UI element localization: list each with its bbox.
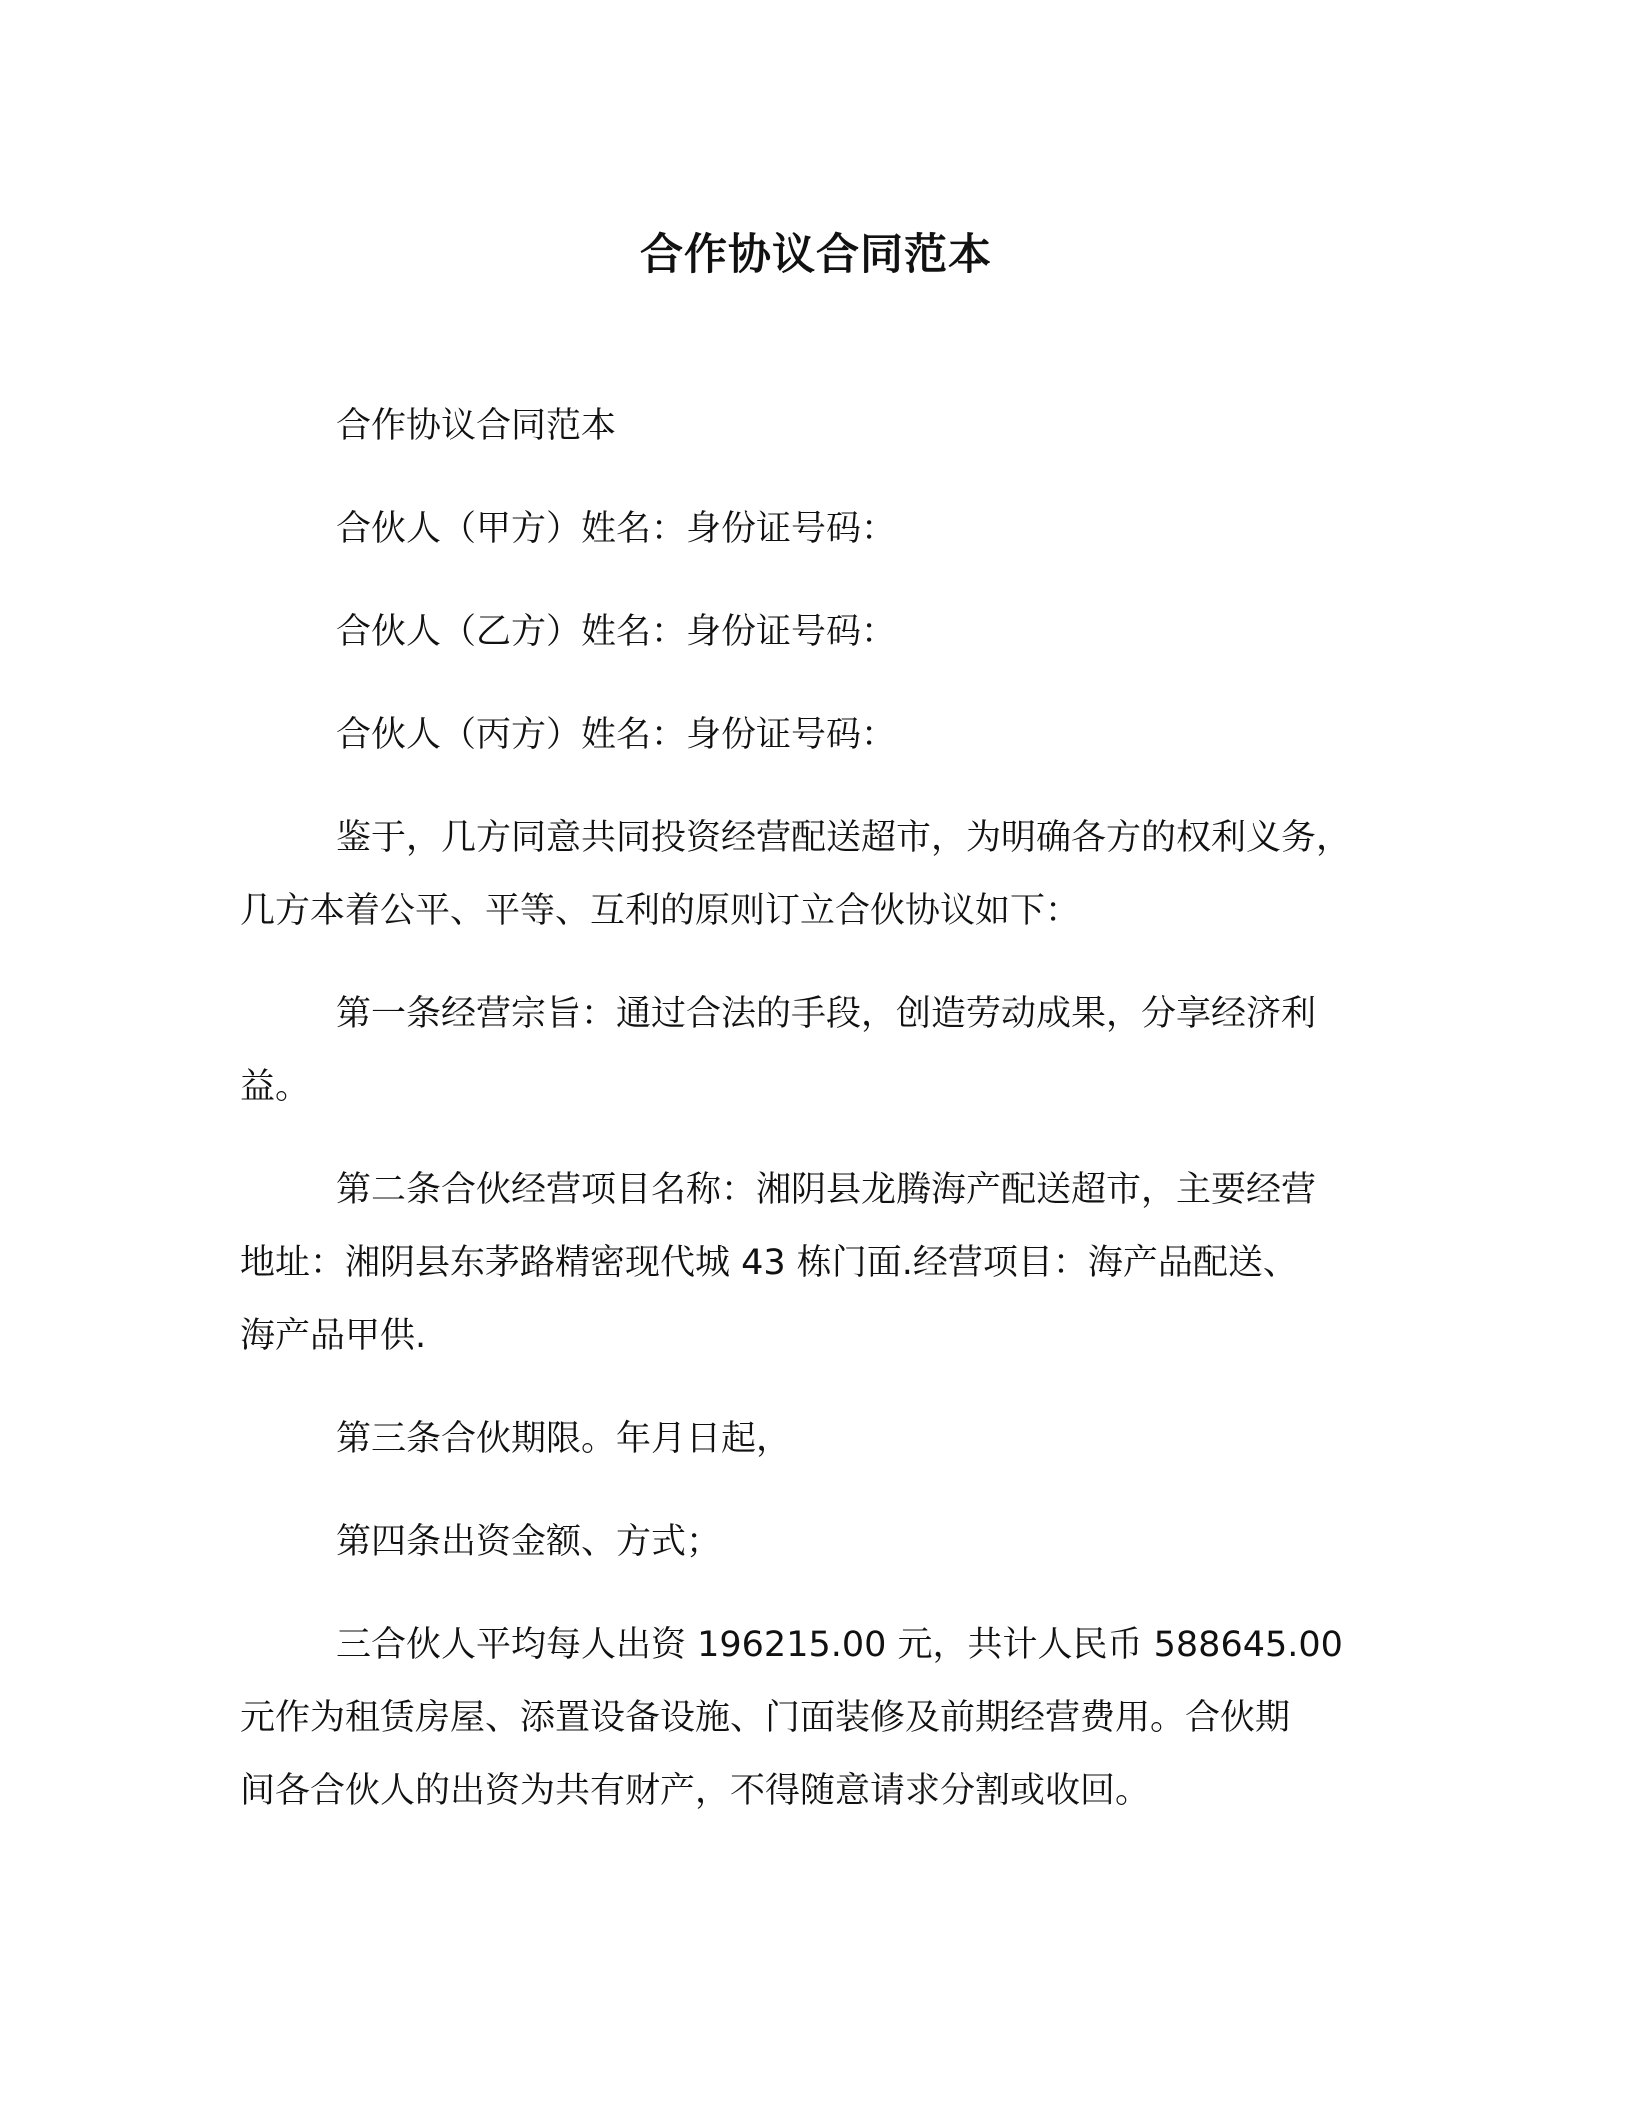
- paragraph-party-c: [240, 699, 1410, 772]
- paragraph-line: 合伙人（甲方）姓名：身份证号码：: [336, 509, 897, 549]
- paragraph-line: 第一条经营宗旨：通过合法的手段，创造劳动成果，分享经济利: [336, 994, 1317, 1034]
- paragraph-line: 第四条出资金额、方式；: [336, 1522, 722, 1562]
- paragraph-line: 三合伙人平均每人出资 196215.00 元，共计人民币 588645.00: [336, 1625, 1343, 1665]
- paragraph-preamble: [240, 802, 1410, 948]
- paragraph-line: 地址：湘阴县东茅路精密现代城 43 栋门面.经营项目：海产品配送、: [240, 1243, 1298, 1283]
- paragraph-line: 合作协议合同范本: [336, 406, 617, 446]
- paragraph-line: 第二条合伙经营项目名称：湘阴县龙腾海产配送超市，主要经营: [336, 1170, 1317, 1210]
- paragraph-party-a: [240, 493, 1410, 566]
- paragraph-line: 几方本着公平、平等、互利的原则订立合伙协议如下：: [240, 891, 1081, 931]
- paragraph-article-1: [240, 978, 1410, 1124]
- paragraph-line: 第三条合伙期限。年月日起，: [336, 1419, 792, 1459]
- paragraph-line: 元作为租赁房屋、添置设备设施、门面装修及前期经营费用。合伙期: [240, 1698, 1291, 1738]
- document-body: [240, 390, 1410, 1858]
- paragraph-article-2: [240, 1154, 1410, 1373]
- paragraph-line: 海产品甲供.: [240, 1316, 427, 1356]
- paragraph-party-b: [240, 596, 1410, 669]
- paragraph-article-4: [240, 1506, 1410, 1579]
- paragraph-line: 间各合伙人的出资为共有财产，不得随意请求分割或收回。: [240, 1771, 1151, 1811]
- paragraph-contribution: [240, 1609, 1410, 1828]
- document-title: 合作协议合同范本: [640, 230, 992, 280]
- paragraph-line: 合伙人（丙方）姓名：身份证号码：: [336, 715, 897, 755]
- paragraph-line: 合伙人（乙方）姓名：身份证号码：: [336, 612, 897, 652]
- paragraph-article-3: [240, 1403, 1410, 1476]
- paragraph-line: 益。: [240, 1067, 311, 1107]
- paragraph-line: 鉴于，几方同意共同投资经营配送超市，为明确各方的权利义务，: [336, 818, 1352, 858]
- paragraph-subtitle: [240, 390, 1410, 463]
